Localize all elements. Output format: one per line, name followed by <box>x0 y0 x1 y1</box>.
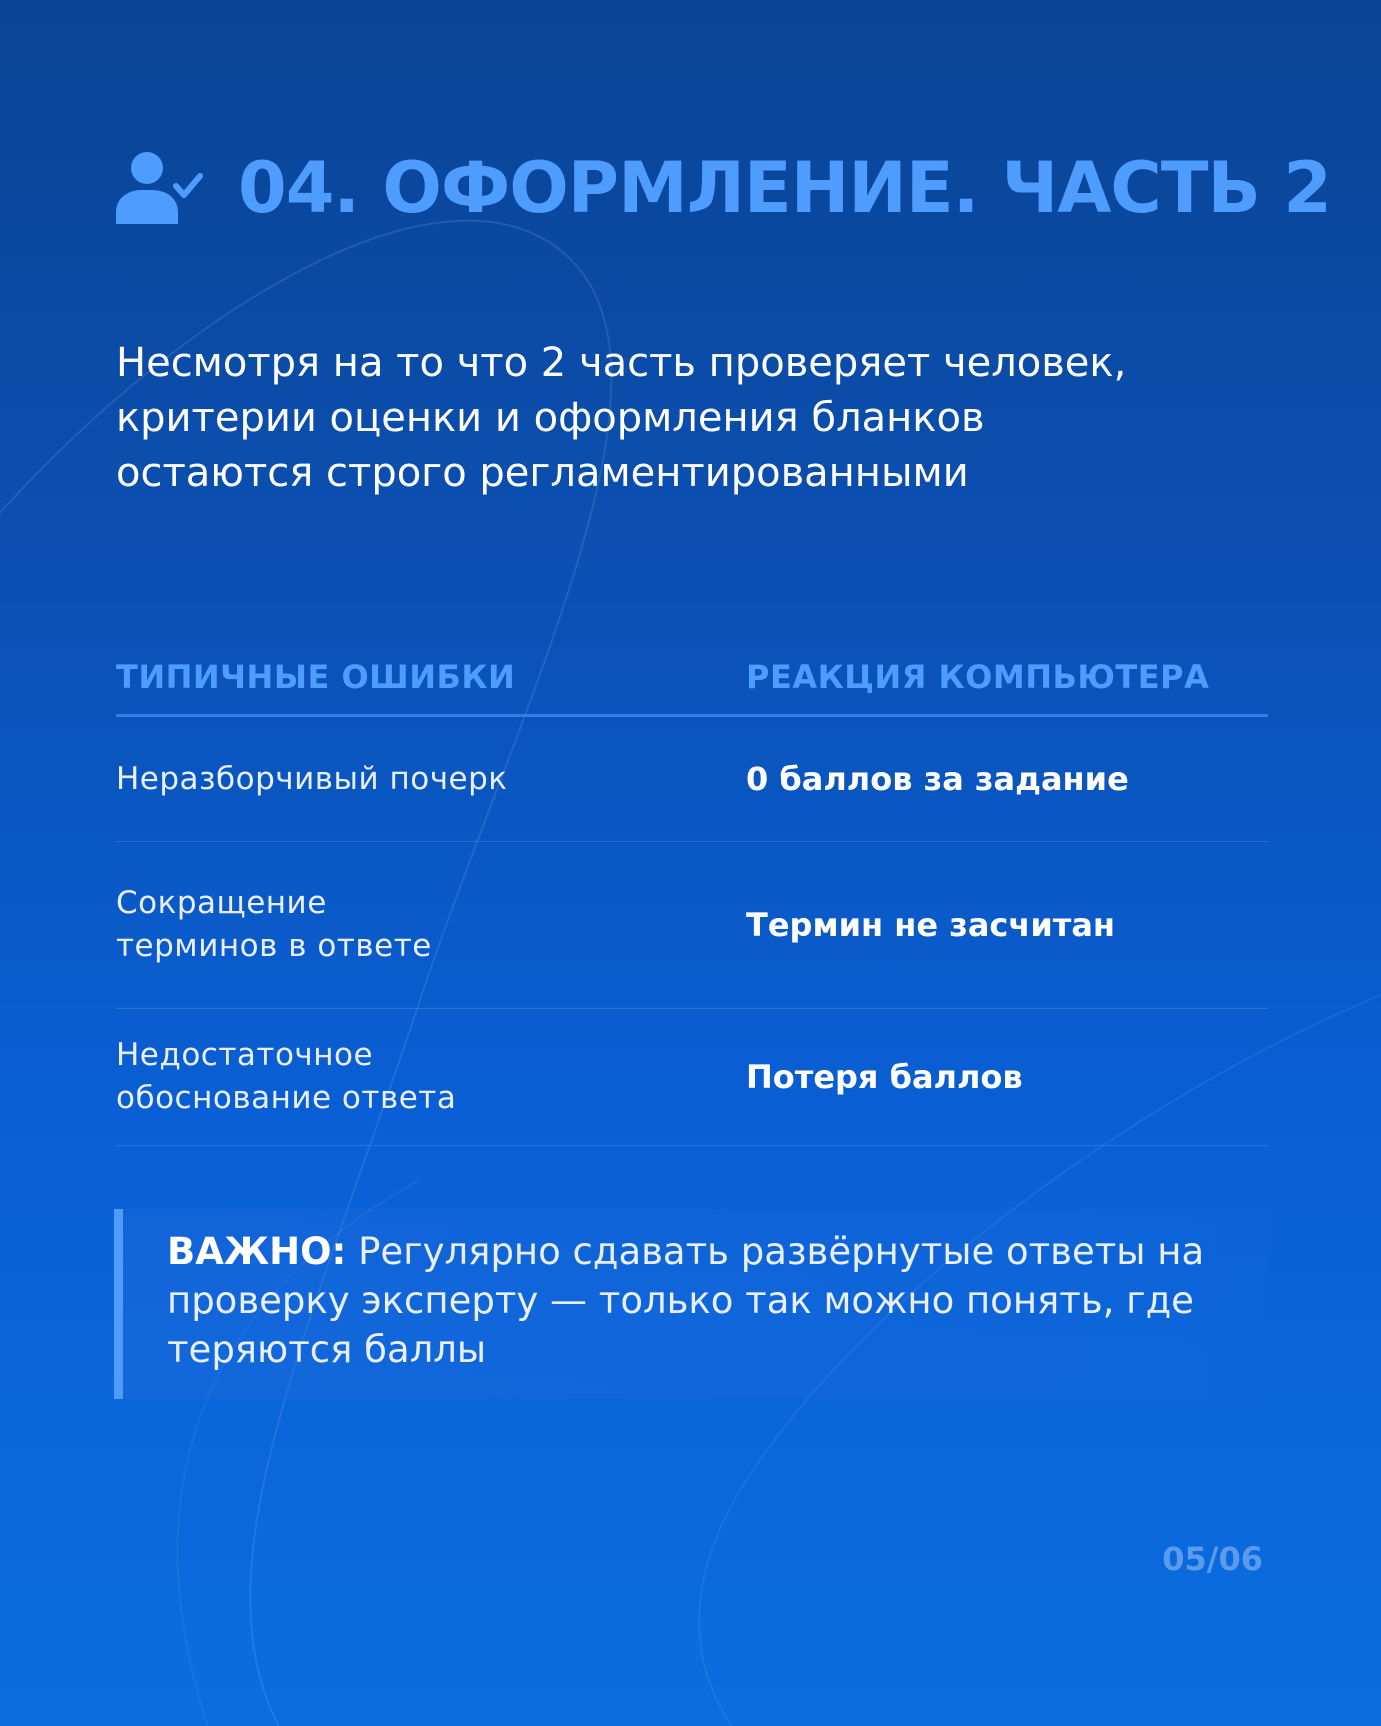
table-header <box>116 640 1268 717</box>
header-computer-reaction: РЕАКЦИЯ КОМПЬЮТЕРА <box>746 658 1210 696</box>
page-title: 04. ОФОРМЛЕНИЕ. ЧАСТЬ 2 <box>238 147 1331 229</box>
note-body: Регулярно сдавать развёрнутые ответы на проверку эксперту — только так можно понять, где теряются баллы <box>167 1230 1205 1371</box>
table-row <box>116 717 1268 842</box>
reaction-cell: Термин не засчитан <box>746 906 1116 944</box>
note-label: ВАЖНО: <box>167 1230 347 1273</box>
header-typical-errors: ТИПИЧНЫЕ ОШИБКИ <box>116 658 516 696</box>
note-text <box>167 1227 1228 1374</box>
table-row <box>116 1009 1268 1146</box>
error-cell: Сокращение терминов в ответе <box>116 885 432 964</box>
header <box>114 147 1331 229</box>
error-cell: Неразборчивый почерк <box>116 760 508 797</box>
table-row <box>116 842 1268 1009</box>
reaction-cell: Потеря баллов <box>746 1058 1023 1096</box>
page-counter: 05/06 <box>1162 1540 1263 1578</box>
reaction-cell: 0 баллов за задание <box>746 760 1129 798</box>
important-note <box>114 1209 1268 1399</box>
error-cell: Недостаточное обоснование ответа <box>116 1037 457 1116</box>
errors-table <box>116 640 1268 1146</box>
user-check-icon <box>114 150 204 226</box>
lead-paragraph: Несмотря на то что 2 часть проверяет человек, критерии оценки и оформления бланков остаются строго регламентированными <box>116 340 1127 496</box>
